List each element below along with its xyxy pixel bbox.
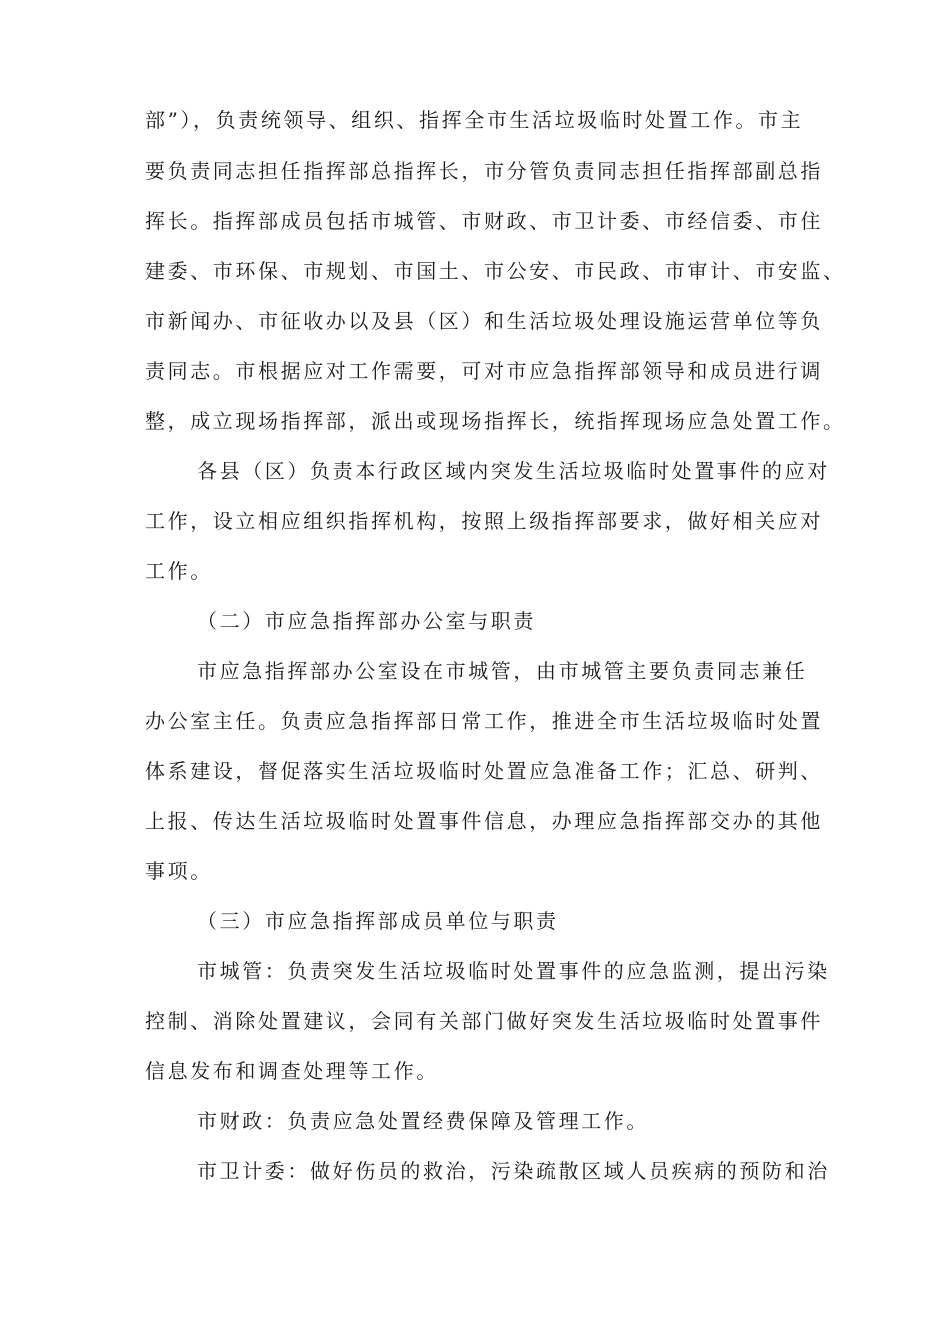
- text-line: 工作。: [145, 559, 213, 583]
- text-line: 事项。: [145, 859, 213, 883]
- paragraph-first-line: 各县（区）负责本行政区域内突发生活垃圾临时处置事件的应对: [197, 459, 830, 483]
- text-line: 办公室主任。负责应急指挥部日常工作，推进全市生活垃圾临时处置: [145, 709, 823, 733]
- section-heading: （二）市应急指挥部办公室与职责: [197, 609, 536, 633]
- text-line: 挥长。指挥部成员包括市城管、市财政、市卫计委、市经信委、市住: [145, 209, 823, 233]
- text-line: 上报、传达生活垃圾临时处置事件信息，办理应急指挥部交办的其他: [145, 809, 823, 833]
- paragraph-first-line: 市城管：负责突发生活垃圾临时处置事件的应急监测，提出污染: [197, 959, 830, 983]
- text-line: 整，成立现场指挥部，派出或现场指挥长，统指挥现场应急处置工作。: [145, 409, 846, 433]
- text-line: 体系建设，督促落实生活垃圾临时处置应急准备工作；汇总、研判、: [145, 759, 823, 783]
- text-line: 部”），负责统领导、组织、指挥全市生活垃圾临时处置工作。市主: [145, 108, 804, 132]
- text-line: 要负责同志担任指挥部总指挥长，市分管负责同志担任指挥部副总指: [145, 159, 823, 183]
- paragraph-first-line: 市卫计委：做好伤员的救治，污染疏散区域人员疾病的预防和治: [197, 1159, 830, 1183]
- text-line: 控制、消除处置建议，会同有关部门做好突发生活垃圾临时处置事件: [145, 1009, 823, 1033]
- text-line: 市新闻办、市征收办以及县（区）和生活垃圾处理设施运营单位等负: [145, 309, 823, 333]
- paragraph-first-line: 市应急指挥部办公室设在市城管，由市城管主要负责同志兼任: [197, 659, 808, 683]
- text-line: 信息发布和调查处理等工作。: [145, 1059, 439, 1083]
- text-line: 责同志。市根据应对工作需要，可对市应急指挥部领导和成员进行调: [145, 359, 823, 383]
- text-line: 工作，设立相应组织指挥机构，按照上级指挥部要求，做好相关应对: [145, 509, 823, 533]
- paragraph-first-line: 市财政：负责应急处置经费保障及管理工作。: [197, 1109, 649, 1133]
- section-heading: （三）市应急指挥部成员单位与职责: [197, 909, 559, 933]
- text-line: 建委、市环保、市规划、市国土、市公安、市民政、市审计、市安监、: [145, 259, 846, 283]
